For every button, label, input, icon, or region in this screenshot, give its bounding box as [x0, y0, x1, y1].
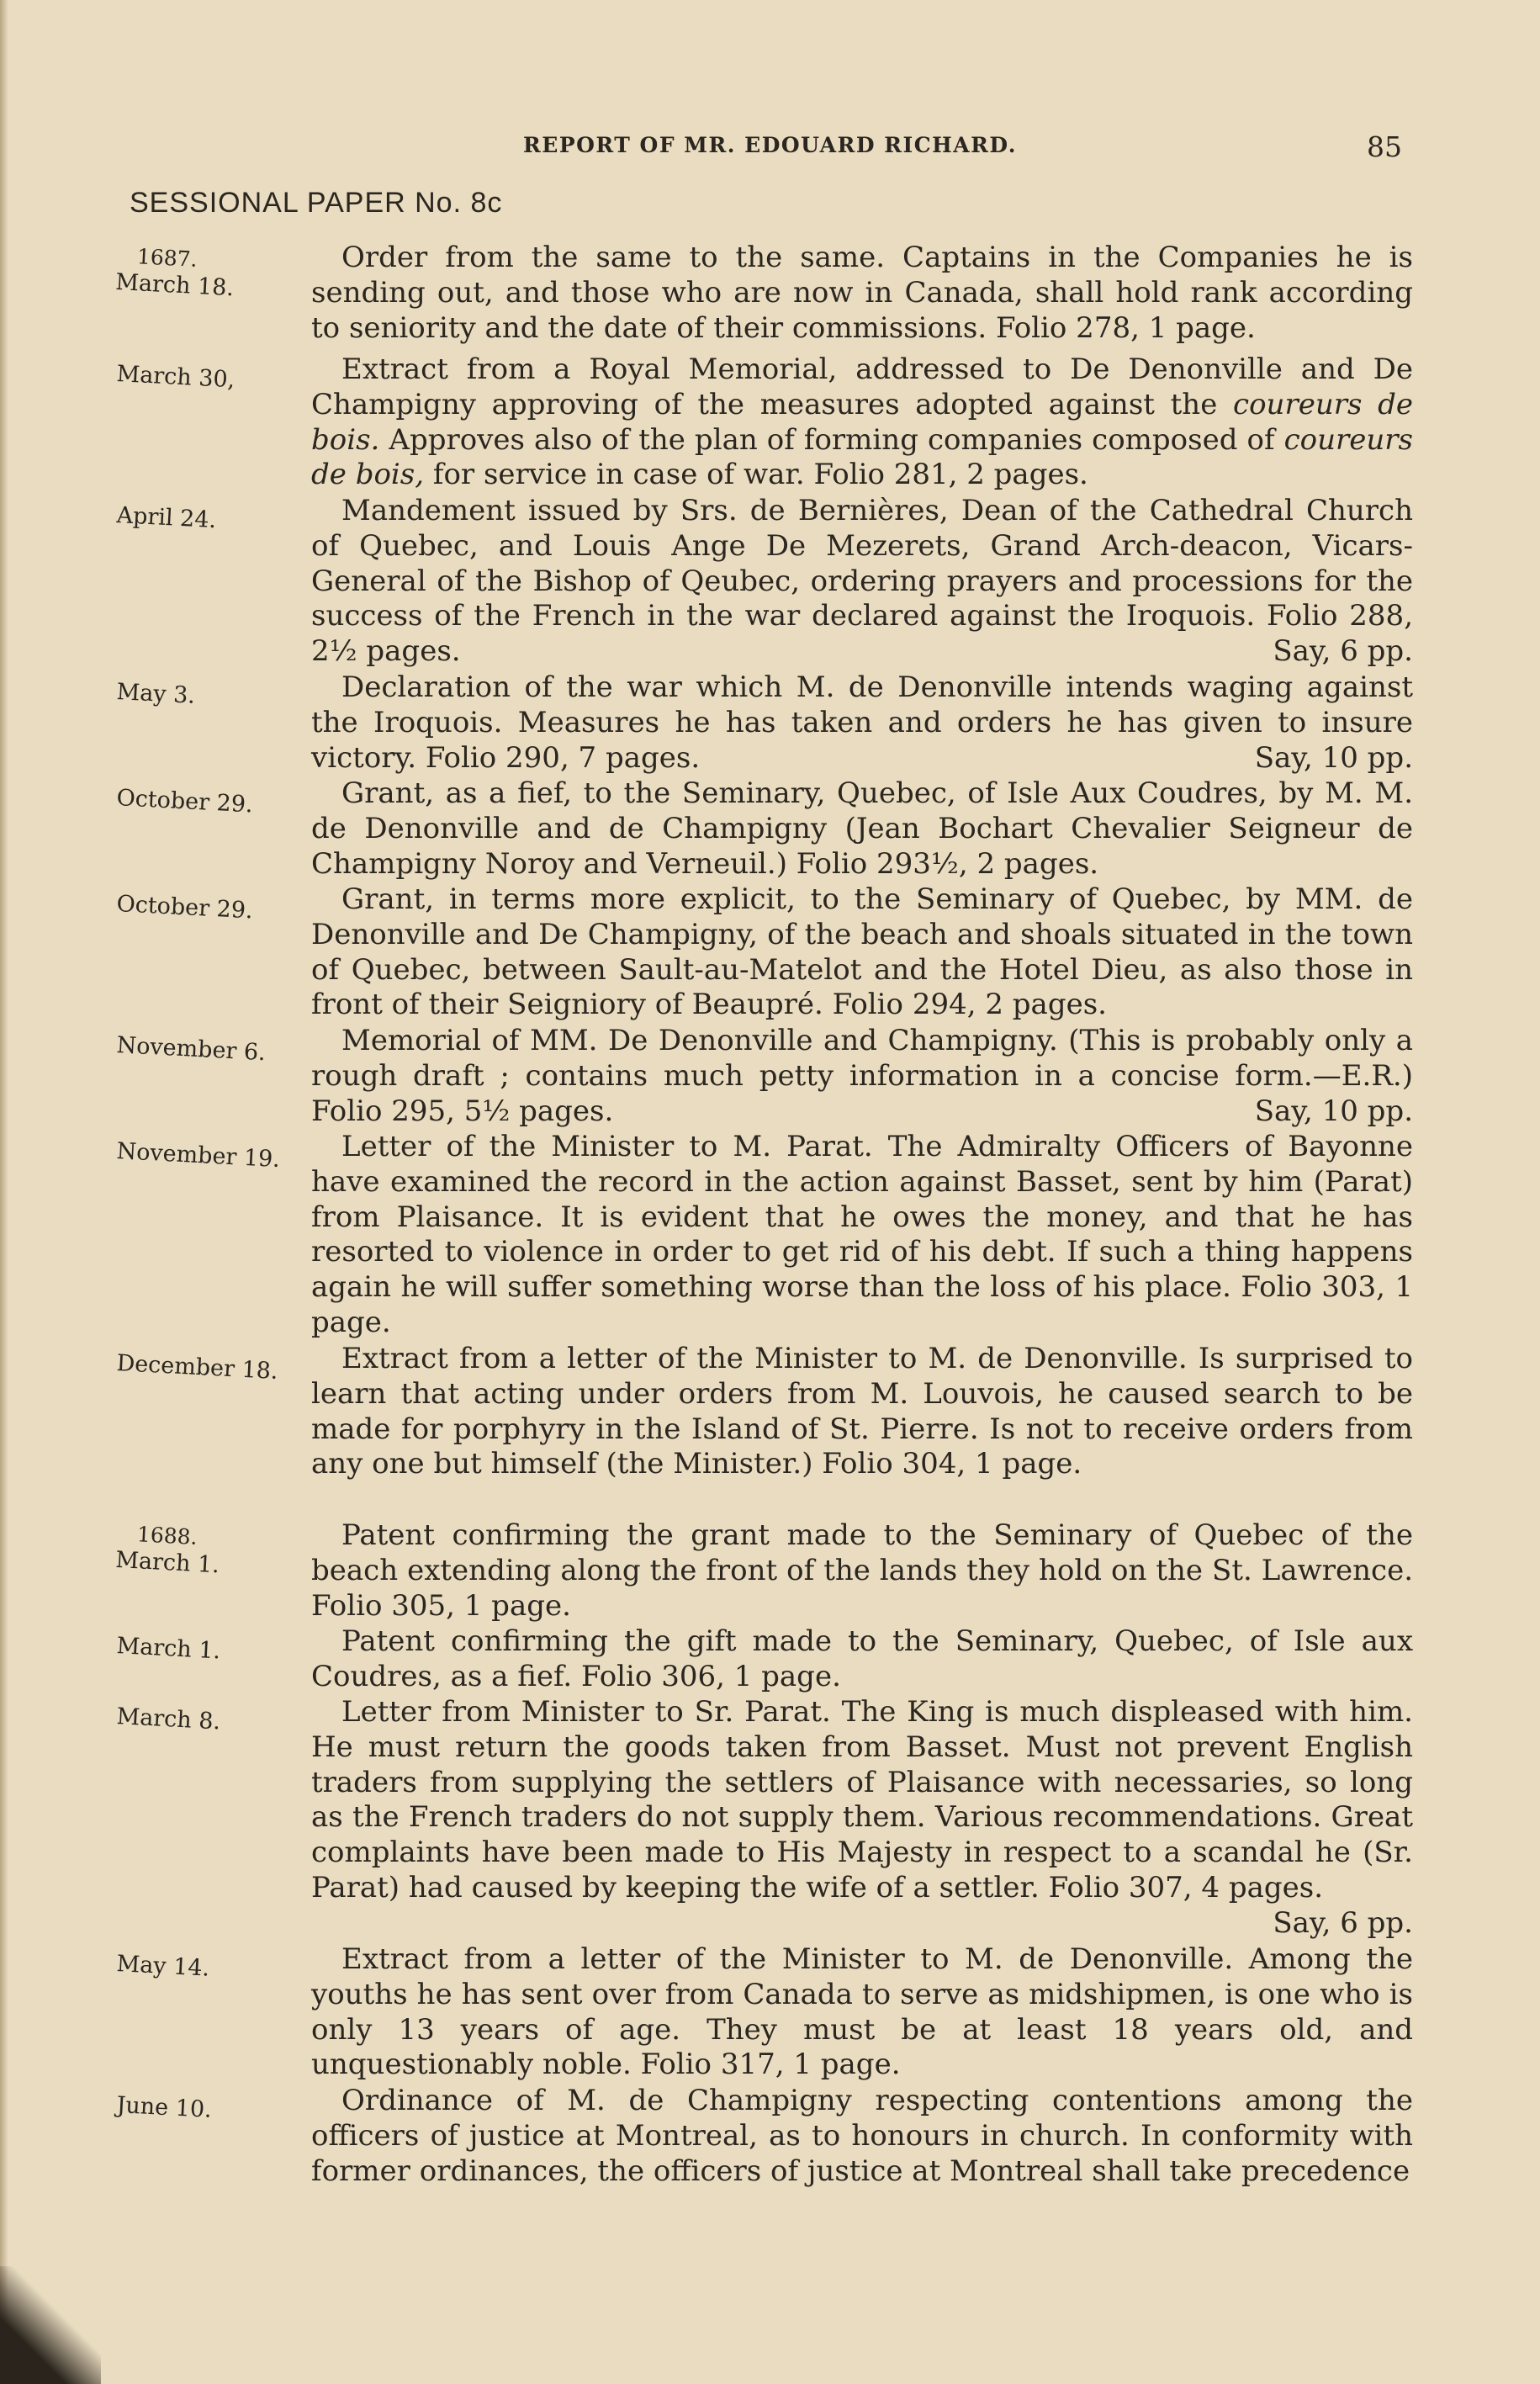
calendar-entry [115, 776, 1413, 882]
entry-date-text: December 18. [115, 1349, 279, 1385]
entry-date [112, 1518, 310, 1634]
calendar-entry [115, 494, 1413, 670]
calendar-entries [114, 241, 1413, 2193]
entry-date-text: March 1. [114, 1546, 220, 1579]
entry-year: 1688. [136, 1522, 198, 1550]
entry-body [311, 494, 1413, 670]
entry-date [112, 776, 310, 893]
entry-year: 1687. [136, 244, 198, 272]
entry-date-text: March 18. [114, 268, 235, 302]
entry-text-part: Extract from a Royal Memorial, addressed to De Denonville and De Champigny approving of the measures adopted against the [311, 352, 1413, 421]
entry-say-note: Say, 10 pp. [1254, 1094, 1413, 1128]
calendar-entry [115, 2084, 1413, 2193]
entry-date [110, 1942, 310, 2094]
entry-date [105, 1695, 311, 1952]
entry-text: Grant, in terms more explicit, to the Seminary of Quebec, by MM. de Denonville and De Champigny, of the beach and shoals situated in the town of Quebec, between Sault-au-Matelot and the Hotel Dieu, as also those in front of their Seigniory of Beaupré. Folio 294, 2 pages. [311, 882, 1413, 1022]
entry-text: Patent confirming the grant made to the Seminary of Quebec of the beach extending along the front of the lands they hold on the St. Lawrence. Folio 305, 1 page. [311, 1518, 1413, 1623]
entry-text: Letter from Minister to Sr. Parat. The King is much displeased with him. He must return the goods taken from Basset. Must not prevent English traders from supplying the settlers of Plaisance with necessaries, so long as the French traders do not supply them. Various recommendations. Great complaints have been made to His Majesty in respect to a scandal he (Sr. Parat) had caused by keeping the wife of a settler. Folio 307, 4 pages. [311, 1695, 1413, 1905]
entry-body [311, 670, 1413, 776]
entry-date-text: March 30, [115, 360, 235, 394]
entry-date-text: May 14. [115, 1950, 210, 1982]
entry-date [112, 2084, 310, 2203]
entry-text-italic: coureurs de bois. [311, 387, 1413, 457]
entry-text: Grant, as a fief, to the Seminary, Quebec, of Isle Aux Coudres, by M. M. de Denonville and de Champigny (Jean Bochart Chevalier Seigneur de Champigny Noroy and Verneuil.) Folio 293½, 2 pages. [311, 776, 1413, 881]
calendar-entry [114, 1518, 1413, 1624]
calendar-entry [115, 882, 1413, 1024]
calendar-entry [115, 352, 1413, 494]
entry-date-text: March 1. [115, 1632, 221, 1665]
entry-say-note: Say, 6 pp. [1273, 1905, 1413, 1940]
entry-date-text: October 29. [115, 890, 254, 924]
entry-date-text: April 24. [115, 501, 217, 534]
entry-text-part: for service in case of war. Folio 281, 2 pages. [424, 458, 1088, 492]
entry-text [311, 352, 1413, 494]
calendar-entry [115, 1942, 1413, 2084]
calendar-entry [114, 241, 1413, 352]
calendar-entry [115, 670, 1413, 776]
entry-text: Ordinance of M. de Champigny respecting contentions among the officers of justice at Montreal, as to honours in church. In conformity with former ordinances, the officers of justice at Montreal shall take precedence [311, 2084, 1413, 2188]
entry-date [112, 241, 311, 363]
entry-text-italic: coureurs de bois, [311, 422, 1413, 492]
calendar-entry [115, 1024, 1413, 1130]
page-edge-shadow [0, 0, 8, 2384]
entry-text: Mandement issued by Srs. de Bernières, Dean of the Cathedral Church of Quebec, and Louis Ange De Mezerets, Grand Arch-deacon, Vicars-General of the Bishop of Qeubec, ordering prayers and processions for the success of the French in the war declared against the Iroquois. Folio 288, 2½ pages. [311, 494, 1413, 669]
running-head: REPORT OF MR. EDOUARD RICHARD. [523, 133, 1017, 157]
calendar-entry [115, 1695, 1413, 1942]
entry-say-note: Say, 10 pp. [1254, 740, 1413, 775]
entry-date-text: October 29. [115, 784, 254, 819]
entry-date [110, 352, 310, 504]
entry-date-text: June 10. [115, 2091, 213, 2123]
page-corner-shadow [0, 2266, 101, 2384]
entry-date-text: May 3. [115, 678, 196, 709]
entry-body [311, 1695, 1413, 1942]
entry-date-text: November 6. [115, 1031, 267, 1067]
entry-text: Declaration of the war which M. de Denonville intends waging against the Iroquois. Measures he has taken and orders he has given to insure victory. Folio 290, 7 pages. [311, 670, 1413, 775]
entry-text: Extract from a letter of the Minister to M. de Denonville. Is surprised to learn that acting under orders from M. Louvois, he caused search to be made for porphyry in the Island of St. Pierre. Is not to receive orders from any one but himself (the Minister.) Folio 304, 1 page. [311, 1342, 1413, 1481]
entry-text: Letter of the Minister to M. Parat. The Admiralty Officers of Bayonne have examined the record in the action against Basset, sent by him (Parat) from Plaisance. It is evident that he owes the money, and that he has resorted to violence in order to get rid of his debt. If such a thing happens again he will suffer something worse than the loss of his place. Folio 303, 1 page. [311, 1130, 1413, 1339]
sessional-paper-label: SESSIONAL PAPER No. 8c [130, 187, 503, 219]
entry-text: Memorial of MM. De Denonville and Champigny. (This is probably only a rough draft ; contains much petty information in a concise form.—E.R.) Folio 295, 5½ pages. [311, 1024, 1413, 1128]
entry-text: Order from the same to the same. Captains in the Companies he is sending out, and those who are now in Canada, shall hold rank according to seniority and the date of their commissions. Folio 278, 1 page. [311, 241, 1413, 345]
entry-say-note: Say, 6 pp. [1273, 634, 1413, 669]
entry-text: Patent confirming the gift made to the Seminary, Quebec, of Isle aux Coudres, as a fief. Folio 306, 1 page. [311, 1624, 1413, 1693]
entry-date-text: November 19. [115, 1137, 281, 1173]
entry-date [112, 670, 310, 787]
entry-date-text: March 8. [115, 1703, 221, 1735]
page-number: 85 [1367, 130, 1402, 163]
calendar-entry [115, 1342, 1413, 1518]
entry-date [107, 1130, 311, 1352]
calendar-entry [115, 1624, 1413, 1695]
entry-text-part: Approves also of the plan of forming companies composed of [379, 422, 1284, 457]
entry-body [311, 1024, 1413, 1130]
entry-date [112, 1024, 310, 1140]
entry-date [108, 1342, 311, 1528]
entry-date [110, 882, 310, 1034]
entry-text: Extract from a letter of the Minister to M. de Denonville. Among the youths he has sent over from Canada to serve as midshipmen, is one who is only 13 years of age. They must be at least 18 years old, and unquestionably noble. Folio 317, 1 page. [311, 1942, 1413, 2082]
calendar-entry [115, 1130, 1413, 1342]
entry-date [108, 494, 311, 681]
entry-date [114, 1624, 311, 1705]
